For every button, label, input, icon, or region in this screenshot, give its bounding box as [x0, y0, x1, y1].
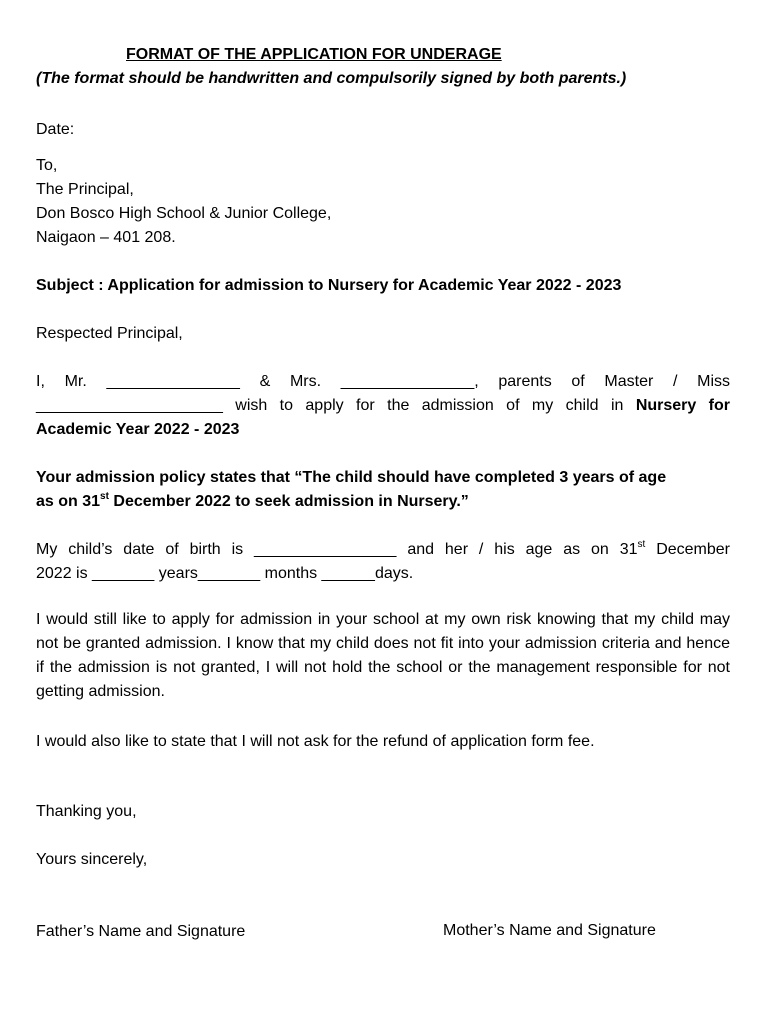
intro-line-2	[36, 396, 730, 416]
policy-text-b: December 2022 to seek admission in Nursery.”	[108, 493, 469, 510]
address-school: Don Bosco High School & Junior College,	[36, 205, 332, 222]
address-location: Naigaon – 401 208.	[36, 229, 176, 246]
refund-paragraph: I would also like to state that I will not ask for the refund of application form fee.	[36, 733, 595, 750]
dob-text-b: December	[645, 541, 730, 558]
dob-line-2: 2022 is _______ years_______ months ______days.	[36, 565, 414, 582]
thanking-you: Thanking you,	[36, 803, 137, 820]
intro-line-3: Academic Year 2022 - 2023	[36, 421, 240, 438]
address-principal: The Principal,	[36, 181, 134, 198]
mother-signature-label: Mother’s Name and Signature	[443, 922, 656, 939]
policy-superscript: st	[100, 490, 109, 502]
dob-text-a: My child’s date of birth is ________________ and her / his age as on 31	[36, 541, 638, 558]
handwritten-note: (The format should be handwritten and compulsorily signed by both parents.)	[36, 70, 627, 87]
father-signature-label: Father’s Name and Signature	[36, 923, 246, 940]
policy-line-1: Your admission policy states that “The child should have completed 3 years of age	[36, 469, 667, 486]
intro-line-2-text: _____________________ wish to apply for the admission of my child in	[36, 397, 636, 414]
dob-line-1	[36, 540, 730, 560]
yours-sincerely: Yours sincerely,	[36, 851, 148, 868]
dob-superscript: st	[637, 538, 646, 550]
subject-line: Subject : Application for admission to Nursery for Academic Year 2022 - 2023	[36, 277, 622, 294]
policy-text-a: as on 31	[36, 493, 101, 510]
date-label: Date:	[36, 121, 75, 138]
document-title: FORMAT OF THE APPLICATION FOR UNDERAGE	[126, 46, 502, 63]
policy-line-2	[36, 492, 469, 512]
intro-line-2-bold: Nursery for	[635, 397, 731, 414]
intro-line-1: I, Mr. _______________ & Mrs. _______________, parents of Master / Miss	[36, 373, 730, 390]
address-to: To,	[36, 157, 58, 174]
salutation: Respected Principal,	[36, 325, 183, 342]
risk-paragraph: I would still like to apply for admission in your school at my own risk knowing that my child may not be granted admission. I know that my child does not fit into your admission criteria and hence if the admission is not granted, I will not hold the school or the management responsible for not getting admission.	[36, 611, 730, 700]
